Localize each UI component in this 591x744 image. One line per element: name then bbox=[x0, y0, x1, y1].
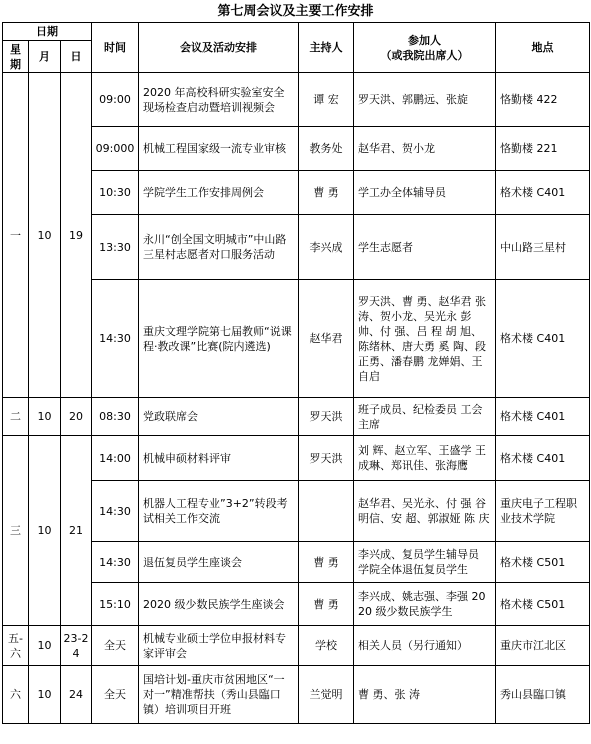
agenda-cell: 退伍复员学生座谈会 bbox=[139, 542, 299, 583]
time-cell: 14:00 bbox=[92, 436, 139, 481]
location-cell: 恪勤楼 422 bbox=[496, 73, 590, 127]
host-cell: 谭 宏 bbox=[299, 73, 354, 127]
weekday-header: 星期 bbox=[3, 41, 29, 73]
time-header: 时间 bbox=[92, 23, 139, 73]
table-row bbox=[3, 215, 590, 280]
month-cell: 10 bbox=[29, 398, 61, 436]
time-cell: 15:10 bbox=[92, 583, 139, 626]
location-cell: 秀山县臨口镇 bbox=[496, 666, 590, 724]
time-cell: 全天 bbox=[92, 666, 139, 724]
schedule-table bbox=[2, 22, 590, 724]
day-header: 日 bbox=[61, 41, 92, 73]
time-cell: 09:00 bbox=[92, 73, 139, 127]
location-header: 地点 bbox=[496, 23, 590, 73]
table-row bbox=[3, 73, 590, 127]
host-cell: 曹 勇 bbox=[299, 542, 354, 583]
host-cell: 曹 勇 bbox=[299, 171, 354, 215]
attendees-cell: 赵华君、吴光永、付 强 谷明信、安 超、郭淑娅 陈 庆 bbox=[354, 481, 496, 542]
host-cell: 罗天洪 bbox=[299, 436, 354, 481]
agenda-cell: 重庆文理学院第七届教师“说课程·教改课”比赛(院内遴选) bbox=[139, 280, 299, 398]
agenda-cell: 机械专业硕士学位申报材料专家评审会 bbox=[139, 626, 299, 666]
day-cell: 24 bbox=[61, 666, 92, 724]
location-cell: 格术楼 C401 bbox=[496, 171, 590, 215]
host-cell: 教务处 bbox=[299, 127, 354, 171]
table-row bbox=[3, 626, 590, 666]
time-cell: 14:30 bbox=[92, 481, 139, 542]
time-cell: 08:30 bbox=[92, 398, 139, 436]
date-header: 日期 bbox=[3, 23, 92, 41]
attendees-cell: 李兴成、复员学生辅导员 学院全体退伍复员学生 bbox=[354, 542, 496, 583]
month-cell: 10 bbox=[29, 626, 61, 666]
time-cell: 09:000 bbox=[92, 127, 139, 171]
host-cell bbox=[299, 481, 354, 542]
weekday-cell: 六 bbox=[3, 666, 29, 724]
attendees-header-line2: （或我院出席人） bbox=[380, 48, 469, 62]
month-cell: 10 bbox=[29, 73, 61, 398]
location-cell: 格术楼 C401 bbox=[496, 398, 590, 436]
host-cell: 李兴成 bbox=[299, 215, 354, 280]
time-cell: 14:30 bbox=[92, 542, 139, 583]
attendees-cell: 曹 勇、张 涛 bbox=[354, 666, 496, 724]
agenda-cell: 永川“创全国文明城市”中山路三星村志愿者对口服务活动 bbox=[139, 215, 299, 280]
month-cell: 10 bbox=[29, 666, 61, 724]
day-cell: 21 bbox=[61, 436, 92, 626]
host-cell: 罗天洪 bbox=[299, 398, 354, 436]
host-cell: 兰觉明 bbox=[299, 666, 354, 724]
time-cell: 13:30 bbox=[92, 215, 139, 280]
agenda-cell: 党政联席会 bbox=[139, 398, 299, 436]
attendees-cell: 班子成员、纪检委员 工会主席 bbox=[354, 398, 496, 436]
host-cell: 曹 勇 bbox=[299, 583, 354, 626]
month-cell: 10 bbox=[29, 436, 61, 626]
location-cell: 格术楼 C401 bbox=[496, 280, 590, 398]
weekday-cell: 一 bbox=[3, 73, 29, 398]
agenda-cell: 学院学生工作安排周例会 bbox=[139, 171, 299, 215]
location-cell: 重庆电子工程职业技术学院 bbox=[496, 481, 590, 542]
day-cell: 19 bbox=[61, 73, 92, 398]
time-cell: 10:30 bbox=[92, 171, 139, 215]
attendees-cell: 学生志愿者 bbox=[354, 215, 496, 280]
attendees-cell: 相关人员（另行通知） bbox=[354, 626, 496, 666]
table-row bbox=[3, 436, 590, 481]
month-header: 月 bbox=[29, 41, 61, 73]
host-header: 主持人 bbox=[299, 23, 354, 73]
time-cell: 全天 bbox=[92, 626, 139, 666]
location-cell: 中山路三星村 bbox=[496, 215, 590, 280]
weekday-cell: 三 bbox=[3, 436, 29, 626]
agenda-cell: 机器人工程专业”3+2”转段考试相关工作交流 bbox=[139, 481, 299, 542]
table-row bbox=[3, 398, 590, 436]
attendees-cell: 刘 辉、赵立军、王盛学 王成琳、郑讯佳、张海鹰 bbox=[354, 436, 496, 481]
attendees-cell: 罗天洪、曹 勇、赵华君 张 涛、贺小龙、吴光永 彭 帅、付 强、吕 程 胡 旭、陈绪林、唐大勇 奚 陶、段正勇、潘春鹏 龙婵娟、王自启 bbox=[354, 280, 496, 398]
location-cell: 恪勤楼 221 bbox=[496, 127, 590, 171]
table-row bbox=[3, 542, 590, 583]
host-cell: 赵华君 bbox=[299, 280, 354, 398]
table-row bbox=[3, 481, 590, 542]
location-cell: 重庆市江北区 bbox=[496, 626, 590, 666]
attendees-cell: 学工办全体辅导员 bbox=[354, 171, 496, 215]
attendees-header-line1: 参加人 bbox=[408, 33, 442, 47]
page-title: 第七周会议及主要工作安排 bbox=[217, 4, 374, 19]
weekday-cell: 五-六 bbox=[3, 626, 29, 666]
location-cell: 格术楼 C501 bbox=[496, 583, 590, 626]
agenda-cell: 2020 年高校科研实验室安全现场检查启动暨培训视频会 bbox=[139, 73, 299, 127]
location-cell: 格术楼 C401 bbox=[496, 436, 590, 481]
table-row bbox=[3, 171, 590, 215]
location-cell: 格术楼 C501 bbox=[496, 542, 590, 583]
table-row bbox=[3, 583, 590, 626]
attendees-cell: 罗天洪、郭鹏远、张旋 bbox=[354, 73, 496, 127]
agenda-cell: 国培计划-重庆市贫困地区“一对一”精准帮扶（秀山县臨口镇）培训项目开班 bbox=[139, 666, 299, 724]
day-cell: 20 bbox=[61, 398, 92, 436]
agenda-cell: 2020 级少数民族学生座谈会 bbox=[139, 583, 299, 626]
host-cell: 学校 bbox=[299, 626, 354, 666]
attendees-cell: 李兴成、姚志强、李强 2020 级少数民族学生 bbox=[354, 583, 496, 626]
weekday-cell: 二 bbox=[3, 398, 29, 436]
table-row bbox=[3, 280, 590, 398]
day-cell: 23-24 bbox=[61, 626, 92, 666]
time-cell: 14:30 bbox=[92, 280, 139, 398]
agenda-cell: 机械工程国家级一流专业审核 bbox=[139, 127, 299, 171]
agenda-cell: 机械申硕材料评审 bbox=[139, 436, 299, 481]
attendees-cell: 赵华君、贺小龙 bbox=[354, 127, 496, 171]
attendees-header bbox=[354, 23, 496, 73]
agenda-header: 会议及活动安排 bbox=[139, 23, 299, 73]
table-row bbox=[3, 127, 590, 171]
header-row bbox=[3, 23, 590, 41]
table-row bbox=[3, 666, 590, 724]
